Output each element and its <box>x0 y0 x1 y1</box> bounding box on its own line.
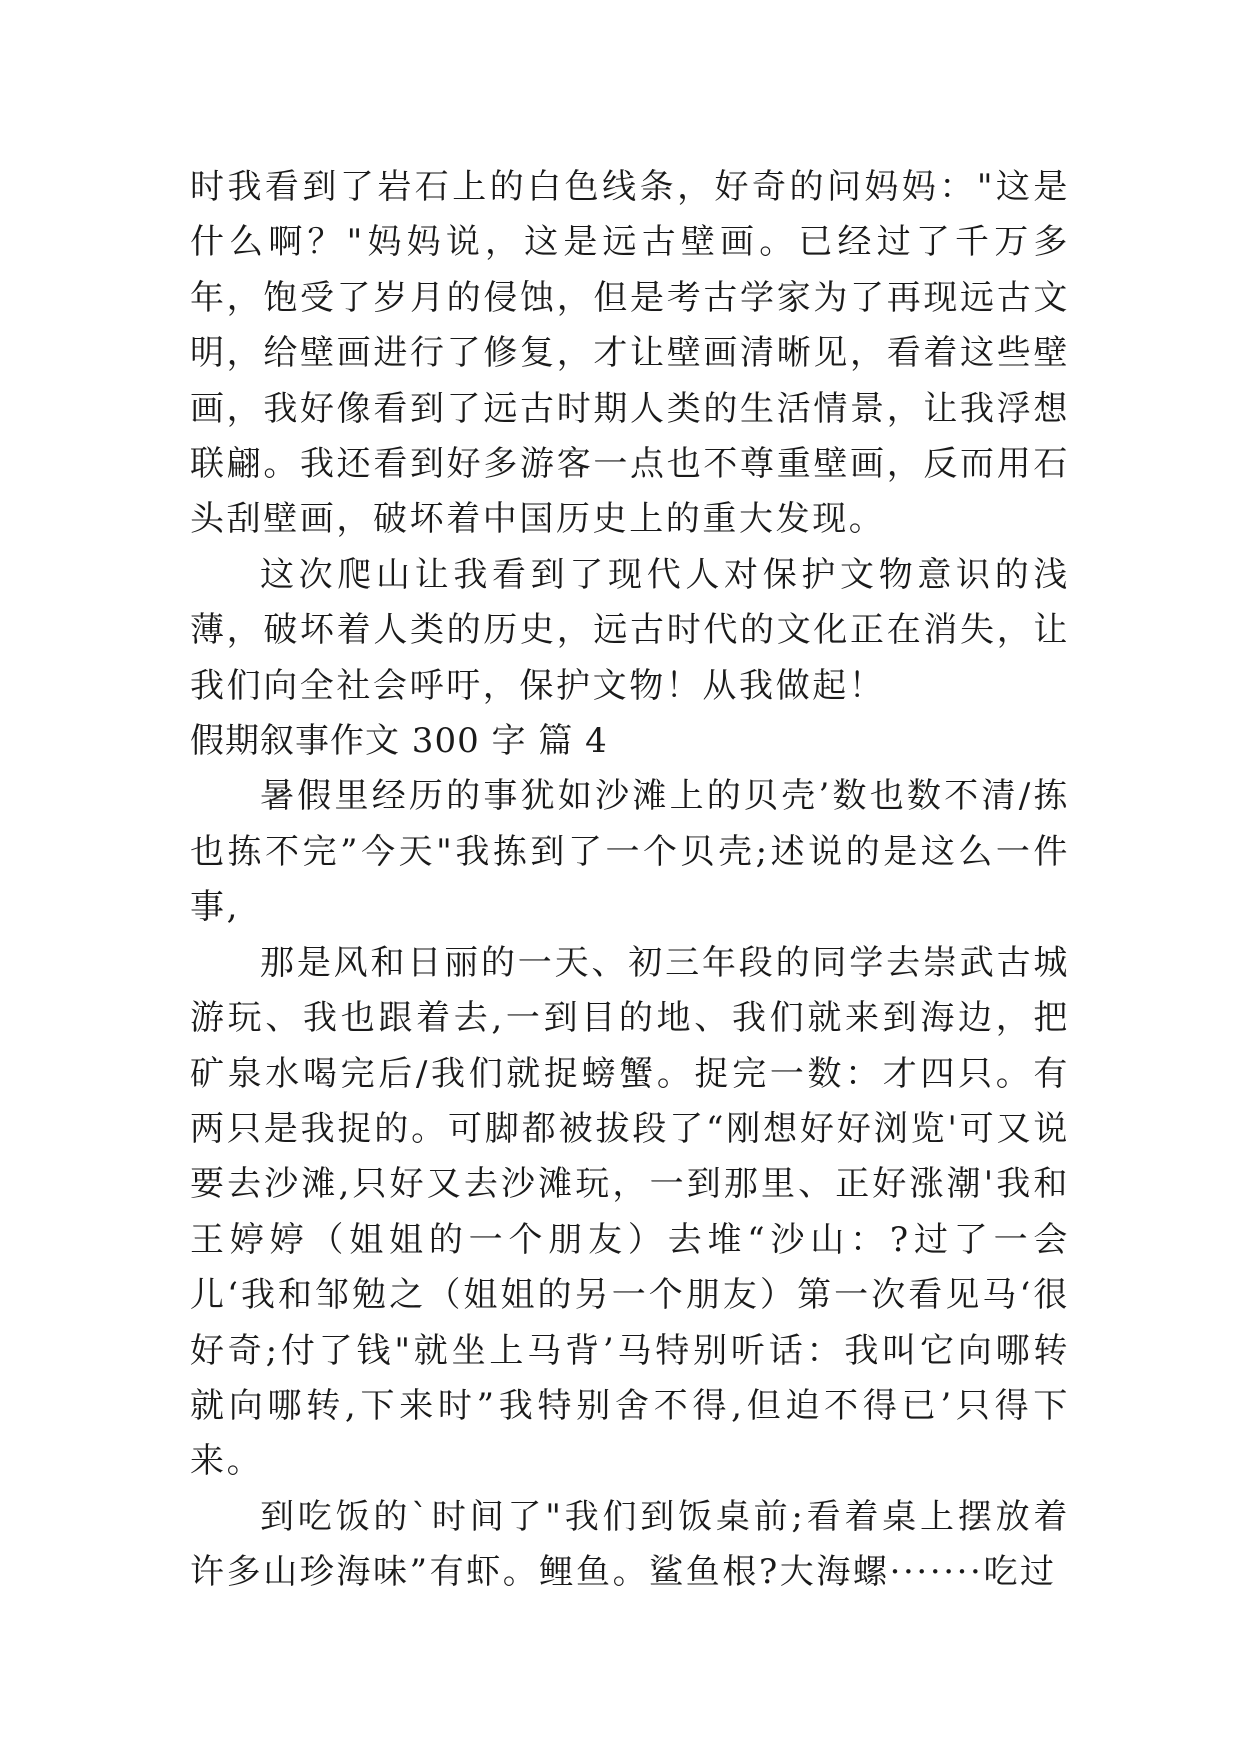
paragraph-chongwu-trip: 那是风和日丽的一天、初三年段的同学去崇武古城游玩、我也跟着去,一到目的地、我们就来到海边，把矿泉水喝完后/我们就捉螃蟹。捉完一数：才四只。有两只是我捉的。可脚都被拔段了“刚想好好浏览'可又说要去沙滩,只好又去沙滩玩，一到那里、正好涨潮'我和王婷婷（姐姐的一个朋友）去堆“沙山：?过了一会儿‘我和邹勉之（姐姐的另一个朋友）第一次看见马‘很好奇;付了钱"就坐上马背’马特别听话：我叫它向哪转就向哪转,下来时”我特别舍不得,但迫不得已’只得下来。 <box>190 942 1070 1482</box>
paragraph-protect-relics: 这次爬山让我看到了现代人对保护文物意识的浅薄，破坏着人类的历史，远古时代的文化正在消失，让我们向全社会呼吁，保护文物！从我做起！ <box>190 554 1070 706</box>
document-body <box>190 160 1070 1601</box>
section-heading: 假期叙事作文 300 字 篇 4 <box>190 721 608 762</box>
paragraph-mural-visit: 时我看到了岩石上的白色线条，好奇的问妈妈："这是什么啊？"妈妈说，这是远古壁画。已经过了千万多年，饱受了岁月的侵蚀，但是考古学家为了再现远古文明，给壁画进行了修复，才让壁画清晰见，看着这些壁画，我好像看到了远古时期人类的生活情景，让我浮想联翩。我还看到好多游客一点也不尊重壁画，反而用石头刮壁画，破坏着中国历史上的重大发现。 <box>190 167 1070 540</box>
paragraph-dinner: 到吃饭的`时间了"我们到饭桌前;看着桌上摆放着许多山珍海味”有虾。鲤鱼。鲨鱼根?大海螺·······吃过 <box>190 1496 1070 1593</box>
paragraph-summer-shells: 暑假里经历的事犹如沙滩上的贝壳’数也数不清/拣也拣不完”今天"我拣到了一个贝壳;述说的是这么一件事, <box>190 776 1070 928</box>
